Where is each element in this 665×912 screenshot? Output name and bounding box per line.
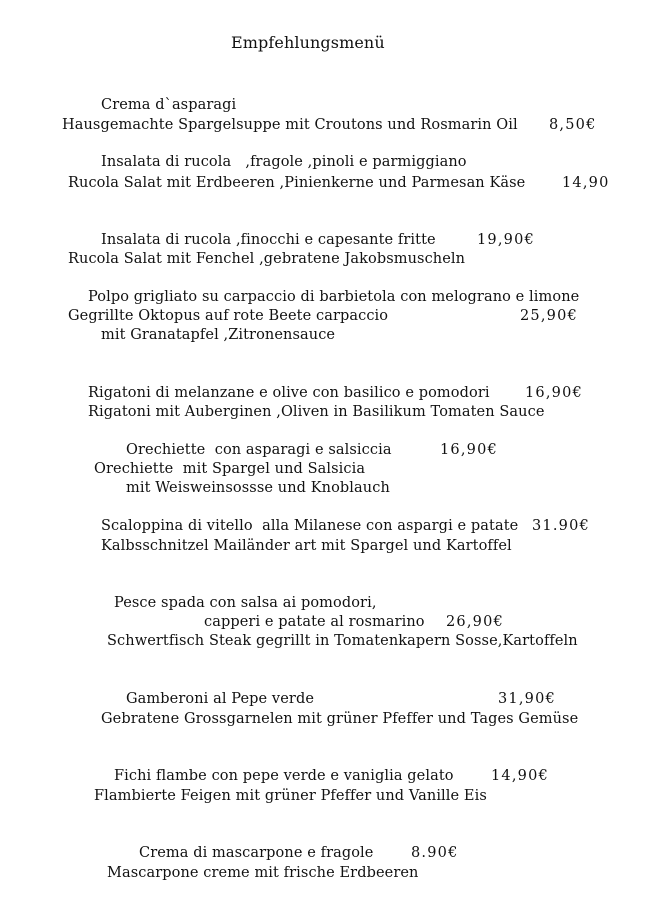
- dish-8-german: Schwertfisch Steak gegrillt in Tomatenkapern Sosse,Kartoffeln: [107, 633, 578, 649]
- dish-1-italian: Crema d`asparagi: [101, 97, 237, 113]
- dish-9-german: Gebratene Grossgarnelen mit grüner Pfeffer und Tages Gemüse: [101, 711, 579, 727]
- dish-6-german-line2: mit Weisweinsossse und Knoblauch: [126, 480, 390, 496]
- dish-6-german: Orechiette mit Spargel und Salsicia: [94, 461, 366, 477]
- dish-2-german: Rucola Salat mit Erdbeeren ,Pinienkerne und Parmesan Käse: [68, 175, 526, 191]
- dish-6-price: 16,90€: [440, 442, 498, 458]
- dish-10-price: 14,90€: [491, 768, 549, 784]
- dish-7-german: Kalbsschnitzel Mailänder art mit Spargel und Kartoffel: [101, 538, 512, 554]
- dish-5-italian: Rigatoni di melanzane e olive con basilico e pomodori: [88, 385, 490, 401]
- menu-title: Empfehlungsmenü: [231, 33, 385, 52]
- dish-7-italian: Scaloppina di vitello alla Milanese con aspargi e patate: [101, 518, 519, 534]
- dish-7-price: 31.90€: [532, 518, 590, 534]
- dish-2-price: 14,90: [562, 175, 610, 191]
- dish-8-price: 26,90€: [446, 614, 504, 630]
- dish-9-italian: Gamberoni al Pepe verde: [126, 691, 315, 707]
- dish-4-german: Gegrillte Oktopus auf rote Beete carpaccio: [68, 308, 389, 324]
- dish-9-price: 31,90€: [498, 691, 556, 707]
- dish-1-price: 8,50€: [549, 117, 597, 133]
- dish-3-price: 19,90€: [477, 232, 535, 248]
- dish-11-german: Mascarpone creme mit frische Erdbeeren: [107, 865, 419, 881]
- dish-10-german: Flambierte Feigen mit grüner Pfeffer und Vanille Eis: [94, 788, 487, 804]
- dish-8-italian: Pesce spada con salsa ai pomodori,: [114, 595, 377, 611]
- dish-1-german: Hausgemachte Spargelsuppe mit Croutons und Rosmarin Oil: [62, 117, 518, 133]
- dish-3-german: Rucola Salat mit Fenchel ,gebratene Jakobsmuscheln: [68, 251, 466, 267]
- dish-4-italian: Polpo grigliato su carpaccio di barbietola con melograno e limone: [88, 289, 580, 305]
- dish-11-italian: Crema di mascarpone e fragole: [139, 845, 374, 861]
- dish-5-german: Rigatoni mit Auberginen ,Oliven in Basilikum Tomaten Sauce: [88, 404, 545, 420]
- dish-3-italian: Insalata di rucola ,finocchi e capesante fritte: [101, 232, 436, 248]
- dish-5-price: 16,90€: [525, 385, 583, 401]
- dish-6-italian: Orechiette con asparagi e salsiccia: [126, 442, 392, 458]
- dish-11-price: 8.90€: [411, 845, 459, 861]
- dish-2-italian: Insalata di rucola ,fragole ,pinoli e parmiggiano: [101, 154, 467, 170]
- dish-4-german-line2: mit Granatapfel ,Zitronensauce: [101, 327, 336, 343]
- dish-8-italian-line2: capperi e patate al rosmarino: [204, 614, 425, 630]
- dish-10-italian: Fichi flambe con pepe verde e vaniglia gelato: [114, 768, 454, 784]
- dish-4-price: 25,90€: [520, 308, 578, 324]
